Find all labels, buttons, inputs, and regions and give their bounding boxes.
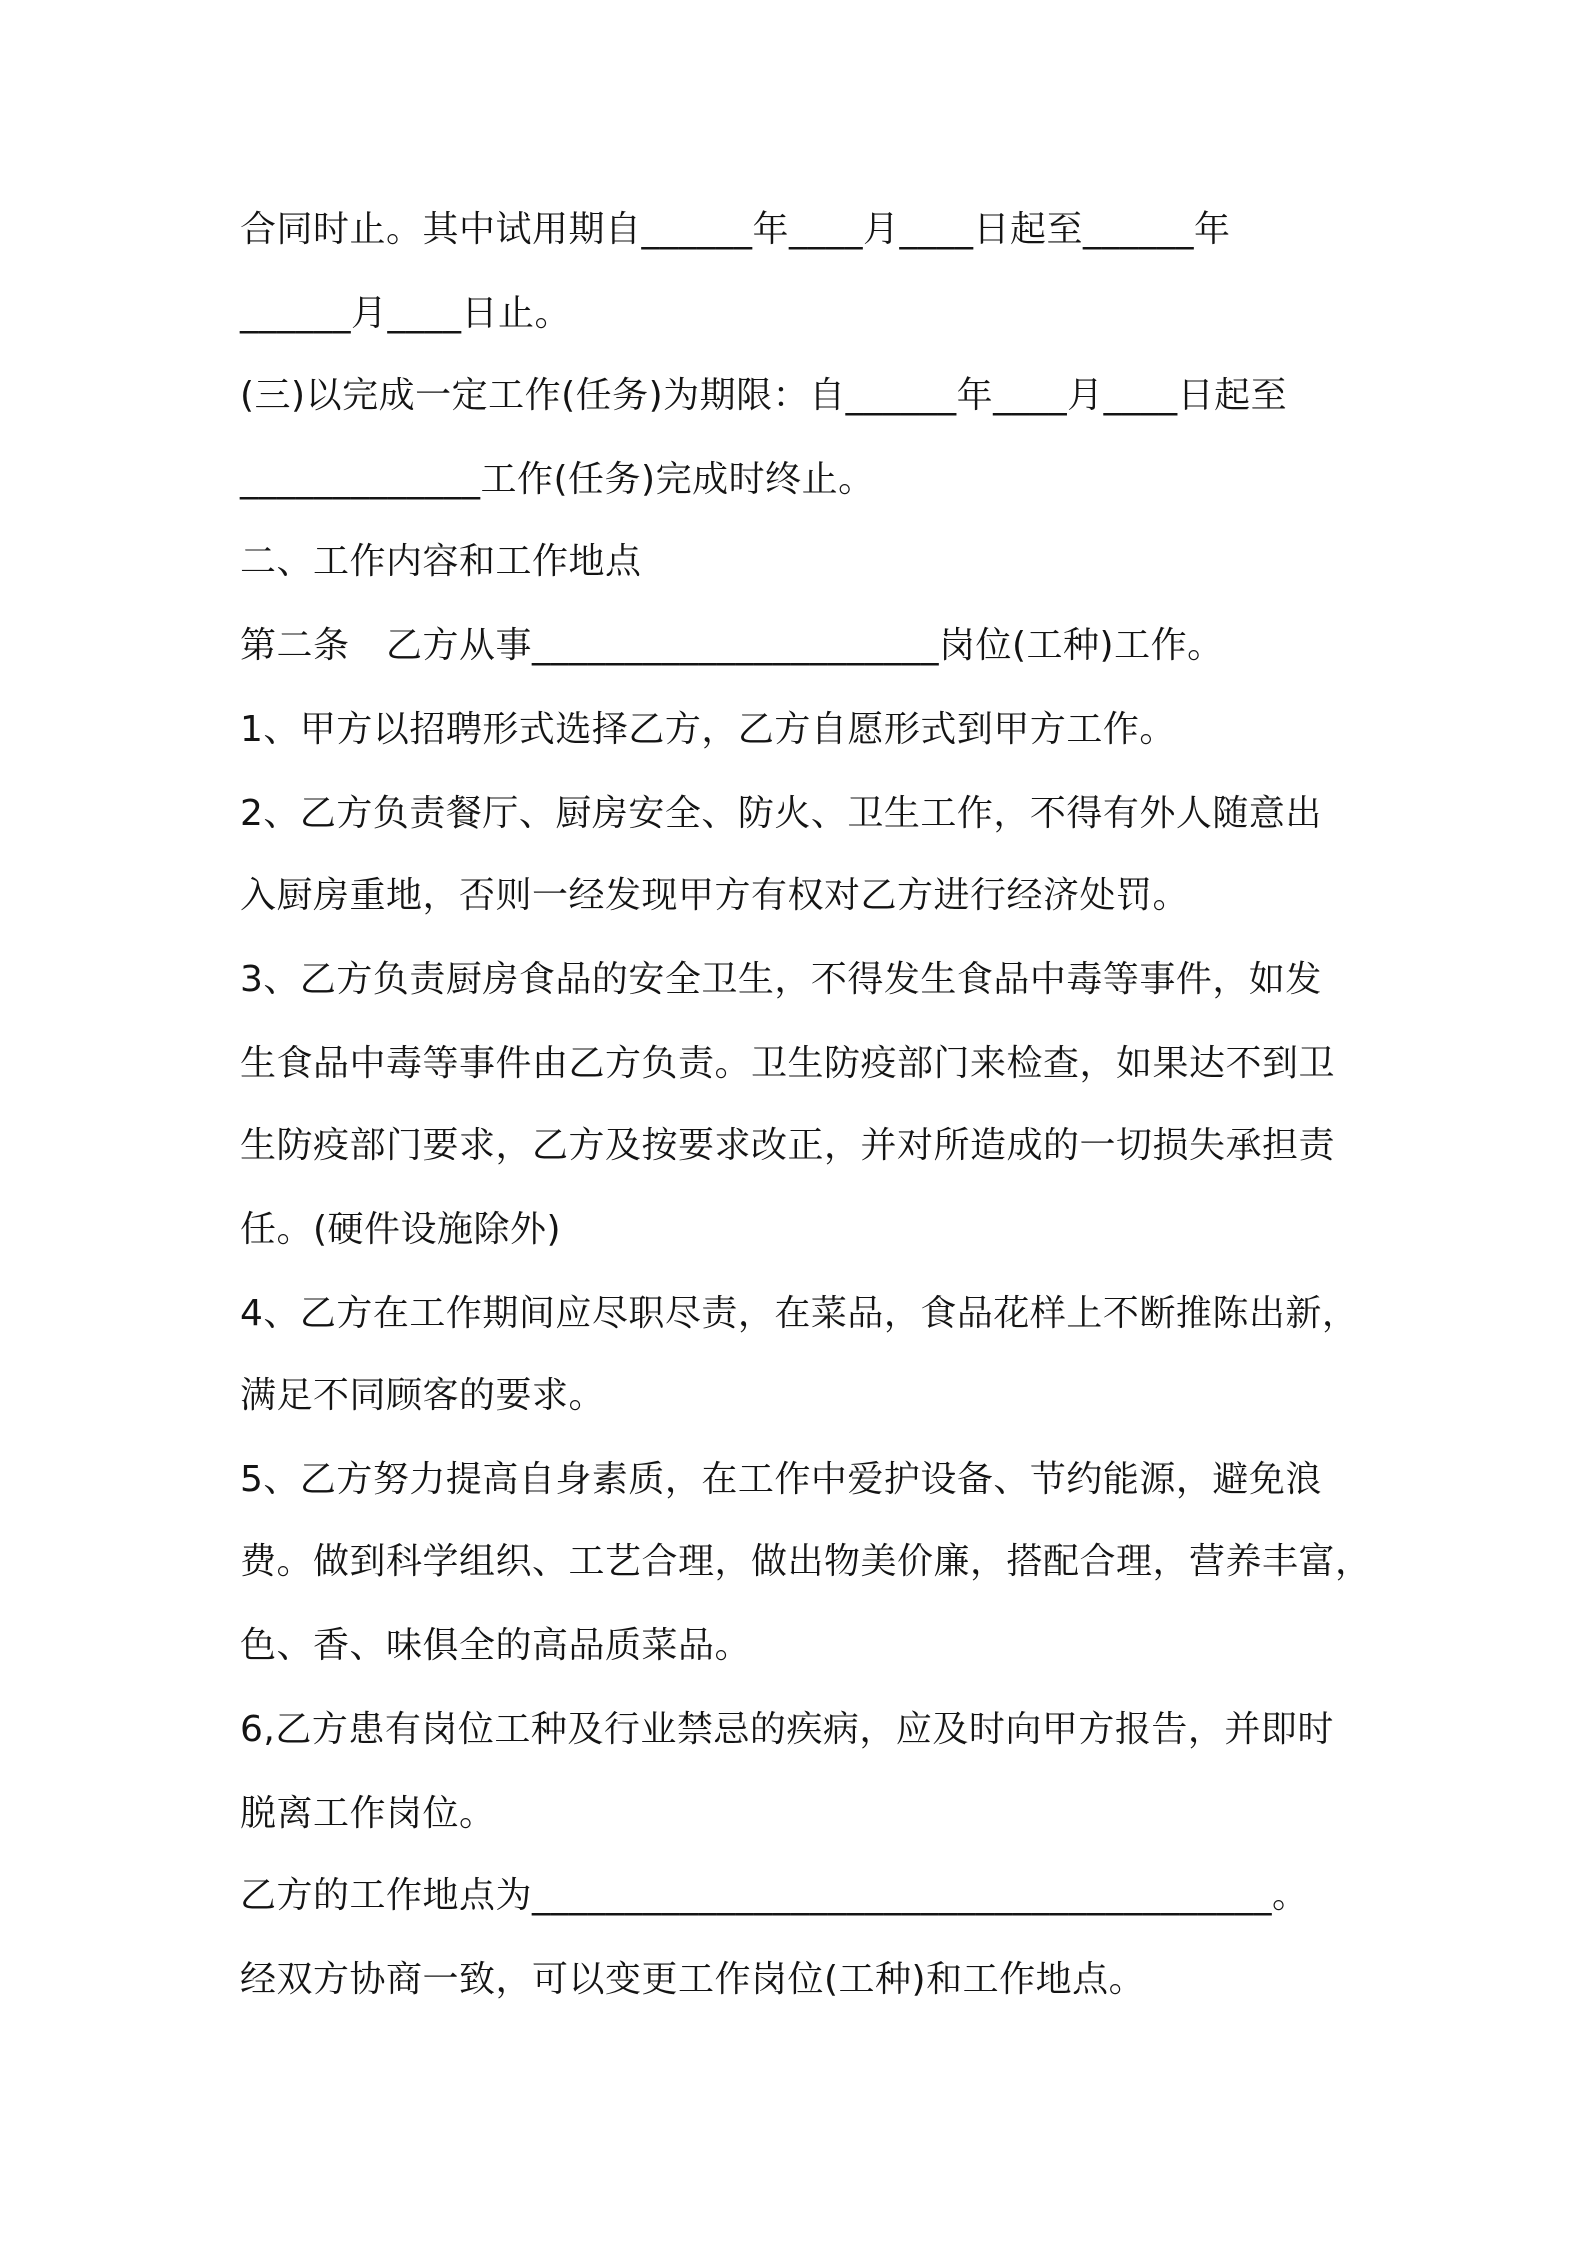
list-item-continuation: 生食品中毒等事件由乙方负责。卫生防疫部门来检查，如果达不到卫 <box>240 1043 1336 1084</box>
list-item: 4、乙方在工作期间应尽职尽责，在菜品，食品花样上不断推陈出新， <box>240 1293 1359 1334</box>
list-item-continuation: 费。做到科学组织、工艺合理，做出物美价廉，搭配合理，营养丰富， <box>240 1541 1372 1582</box>
work-location-line: 乙方的工作地点为________________________________________。 <box>240 1875 1309 1916</box>
list-item-continuation: 任。(硬件设施除外) <box>240 1209 562 1250</box>
list-item-continuation: 入厨房重地，否则一经发现甲方有权对乙方进行经济处罚。 <box>240 875 1190 916</box>
list-item-continuation: 满足不同顾客的要求。 <box>240 1375 606 1416</box>
list-item: 3、乙方负责厨房食品的安全卫生，不得发生食品中毒等事件，如发 <box>240 959 1322 1000</box>
section-heading: 二、工作内容和工作地点 <box>240 541 642 582</box>
list-item: 2、乙方负责餐厅、厨房安全、防火、卫生工作，不得有外人随意出 <box>240 793 1322 834</box>
paragraph-line: _____________工作(任务)完成时终止。 <box>240 459 875 500</box>
paragraph-line: 经双方协商一致，可以变更工作岗位(工种)和工作地点。 <box>240 1959 1146 2000</box>
paragraph-line: ______月____日止。 <box>240 293 572 334</box>
list-item-continuation: 色、香、味俱全的高品质菜品。 <box>240 1625 752 1666</box>
list-item-continuation: 生防疫部门要求，乙方及按要求改正，并对所造成的一切损失承担责 <box>240 1125 1336 1166</box>
list-item-continuation: 脱离工作岗位。 <box>240 1793 496 1834</box>
paragraph-line: (三)以完成一定工作(任务)为期限：自______年____月____日起至 <box>240 375 1288 416</box>
list-item: 5、乙方努力提高自身素质，在工作中爱护设备、节约能源，避免浪 <box>240 1459 1322 1500</box>
list-item: 1、甲方以招聘形式选择乙方，乙方自愿形式到甲方工作。 <box>240 709 1176 750</box>
paragraph-line: 合同时止。其中试用期自______年____月____日起至______年 <box>240 209 1231 250</box>
list-item: 6,乙方患有岗位工种及行业禁忌的疾病，应及时向甲方报告，并即时 <box>240 1709 1334 1750</box>
article-line: 第二条 乙方从事______________________岗位(工种)工作。 <box>240 625 1224 666</box>
